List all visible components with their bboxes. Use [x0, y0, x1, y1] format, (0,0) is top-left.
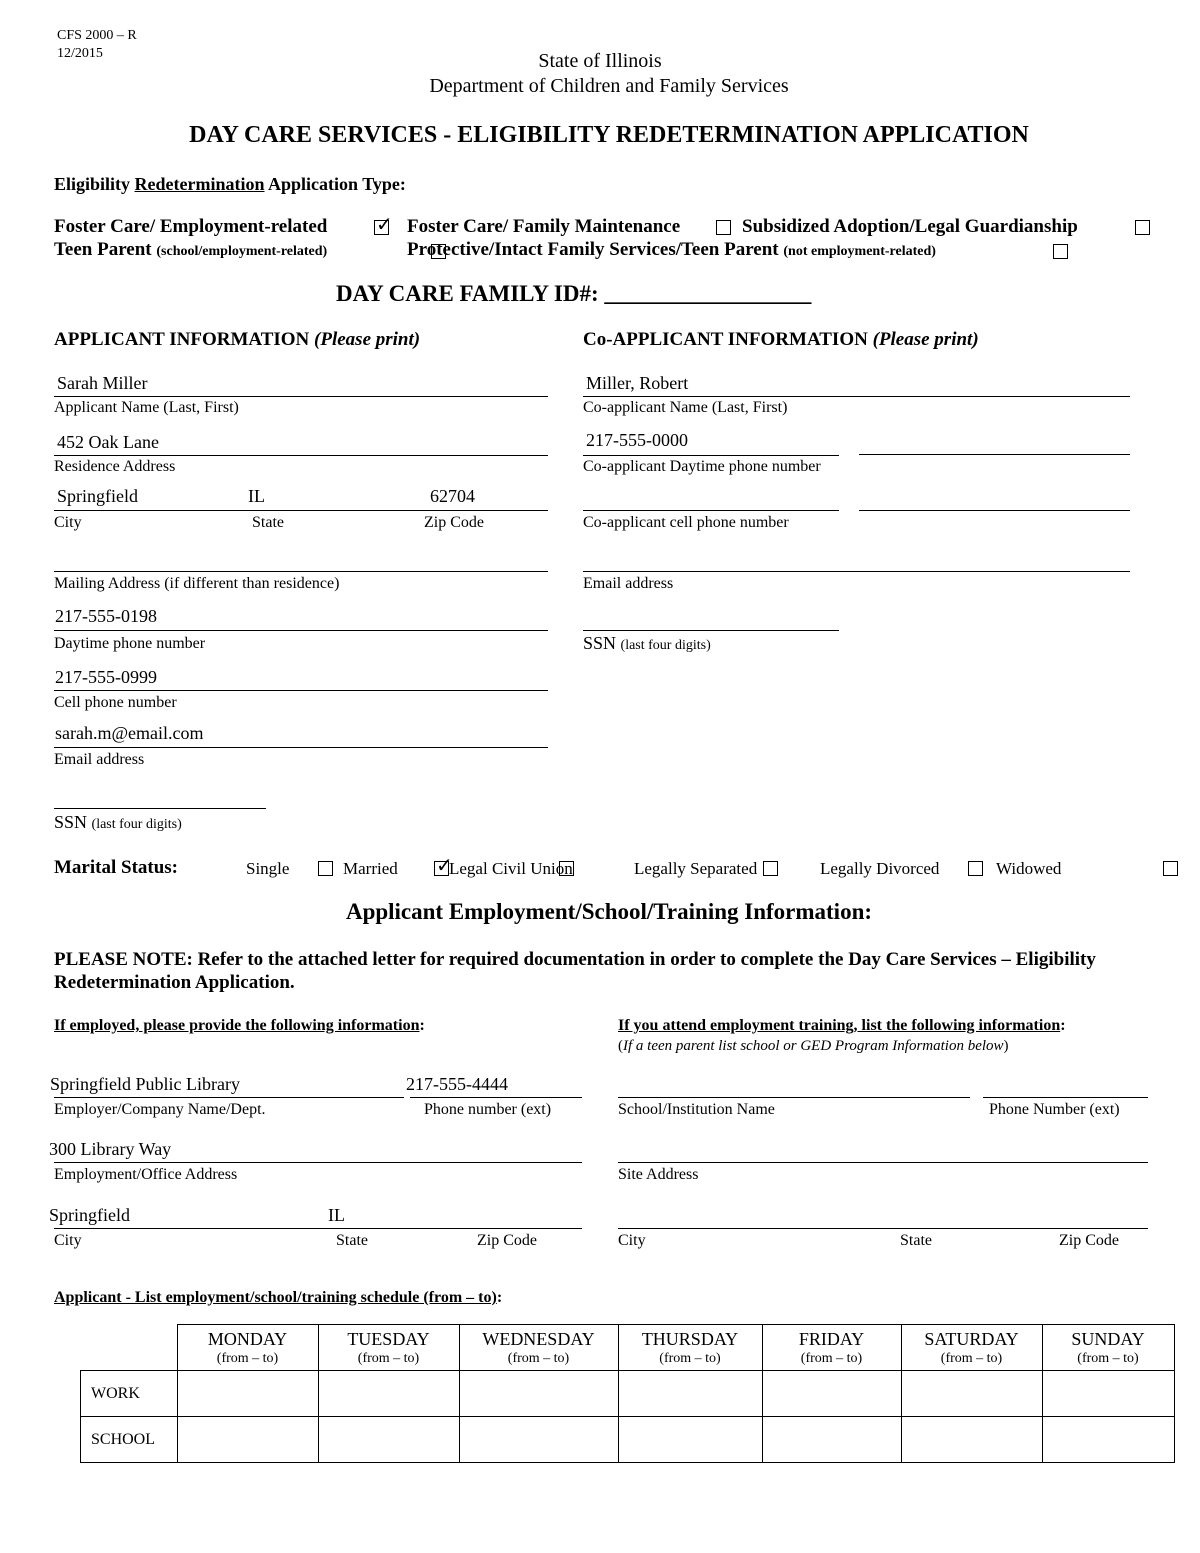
coapplicant-day-phone-value[interactable]: 217-555-0000 [586, 430, 688, 450]
coapplicant-cell-phone-ext-line [859, 510, 1130, 511]
coapplicant-email-line [583, 571, 1130, 572]
applicant-heading-text: APPLICANT INFORMATION [54, 329, 310, 350]
school-name-label: School/Institution Name [618, 1101, 775, 1118]
day-label: TUESDAY [347, 1329, 430, 1349]
schedule-day-header [177, 1325, 318, 1371]
applicant-heading-note: (Please print) [314, 329, 421, 350]
schedule-cell[interactable] [901, 1417, 1042, 1463]
coapplicant-ssn-label [583, 633, 711, 654]
employer-name-value[interactable]: Springfield Public Library [50, 1074, 240, 1094]
applicant-city-line [54, 510, 548, 511]
please-note: PLEASE NOTE: Refer to the attached letter for required documentation in order to complete the Day Care Services – Eligibility Redetermination Application. [54, 949, 1096, 993]
coapplicant-heading-text: Co-APPLICANT INFORMATION [583, 329, 868, 350]
training-subnote: (If a teen parent list school or GED Program Information below) [618, 1038, 1009, 1054]
day-label: SUNDAY [1071, 1329, 1145, 1349]
schedule-day-header [762, 1325, 901, 1371]
schedule-cell[interactable] [618, 1371, 762, 1417]
applicant-address-value[interactable]: 452 Oak Lane [57, 432, 159, 452]
applicant-city-value[interactable]: Springfield [57, 486, 138, 506]
marital-divorced-checkbox[interactable] [968, 861, 983, 876]
family-id-label: DAY CARE FAMILY ID#: __________________ [336, 281, 812, 306]
schedule-day-header [618, 1325, 762, 1371]
app-type-option-foster-employment: Foster Care/ Employment-related [54, 216, 328, 237]
app-type-suffix: Application Type: [268, 174, 406, 194]
schedule-day-header [1042, 1325, 1174, 1371]
app-type-prefix: Eligibility [54, 174, 131, 194]
employer-name-line [54, 1097, 404, 1098]
employer-state-value[interactable]: IL [328, 1205, 345, 1225]
employment-heading: Applicant Employment/School/Training Information: [345, 899, 873, 924]
marital-status-label: Marital Status: [54, 857, 179, 878]
coapplicant-name-label: Co-applicant Name (Last, First) [583, 399, 788, 416]
marital-separated-label: Legally Separated [634, 859, 758, 878]
marital-separated-checkbox[interactable] [763, 861, 778, 876]
employer-zip-label: Zip Code [477, 1232, 537, 1249]
protective-label: Protective/Intact Family Services/Teen Parent [407, 239, 779, 260]
day-label: THURSDAY [641, 1329, 739, 1349]
day-label: FRIDAY [798, 1329, 865, 1349]
site-address-label: Site Address [618, 1166, 699, 1183]
foster-maintenance-checkbox[interactable] [716, 220, 731, 235]
applicant-day-phone-line [54, 630, 548, 631]
day-range-label: (from – to) [659, 1351, 721, 1366]
employer-name-label: Employer/Company Name/Dept. [54, 1101, 266, 1118]
coapplicant-heading-note: (Please print) [872, 329, 979, 350]
applicant-cell-phone-line [54, 690, 548, 691]
schedule-work-row [81, 1371, 1175, 1417]
day-range-label: (from – to) [940, 1351, 1003, 1366]
training-heading-colon: : [1060, 1017, 1066, 1034]
adoption-checkbox[interactable] [1135, 220, 1150, 235]
applicant-zip-value[interactable]: 62704 [430, 486, 475, 506]
training-subnote-text: If a teen parent list school or GED Program Information below [623, 1038, 1004, 1054]
training-city-line [618, 1228, 1148, 1229]
foster-employment-checkbox[interactable] [374, 220, 389, 235]
applicant-ssn-line [54, 808, 266, 809]
applicant-address-label: Residence Address [54, 458, 176, 475]
schedule-row-label-school: SCHOOL [81, 1417, 178, 1463]
marital-divorced-label: Legally Divorced [820, 859, 940, 878]
schedule-cell[interactable] [459, 1371, 618, 1417]
form-title: DAY CARE SERVICES - ELIGIBILITY REDETERMINATION APPLICATION [189, 122, 1029, 148]
applicant-city-label: City [54, 514, 82, 531]
protective-note: (not employment-related) [783, 244, 936, 259]
marital-single-label: Single [246, 859, 290, 878]
schedule-heading-colon: : [496, 1289, 503, 1306]
applicant-heading [54, 329, 420, 351]
day-label: WEDNESDAY [482, 1329, 595, 1349]
schedule-cell[interactable] [459, 1417, 618, 1463]
applicant-day-phone-label: Daytime phone number [54, 635, 206, 652]
employer-city-label: City [54, 1232, 82, 1249]
app-type-label [54, 174, 406, 195]
schedule-row-label-work: WORK [81, 1371, 178, 1417]
schedule-day-header [901, 1325, 1042, 1371]
app-type-option-teen-parent [54, 239, 327, 261]
schedule-school-row [81, 1417, 1175, 1463]
training-heading-text: If you attend employment training, list the following information [618, 1017, 1061, 1034]
day-range-label: (from – to) [216, 1351, 279, 1366]
applicant-mailing-label: Mailing Address (if different than residence) [54, 575, 340, 592]
employed-heading-text: If employed, please provide the following information [54, 1017, 420, 1034]
coapplicant-name-line [583, 396, 1130, 397]
coapplicant-day-phone-ext-line [859, 454, 1130, 455]
schedule-day-header [318, 1325, 459, 1371]
coapplicant-ssn-line [583, 630, 839, 631]
coapplicant-cell-phone-label: Co-applicant cell phone number [583, 514, 789, 531]
department-header: Department of Children and Family Services [429, 75, 789, 97]
applicant-day-phone-value[interactable]: 217-555-0198 [55, 606, 157, 626]
schedule-header-row [81, 1325, 1175, 1371]
applicant-email-label: Email address [54, 751, 145, 768]
applicant-ssn-label [54, 812, 182, 833]
applicant-ssn-label-text: SSN [54, 812, 88, 832]
form-number: CFS 2000 – R [57, 28, 137, 43]
applicant-zip-label: Zip Code [424, 514, 484, 531]
coapplicant-heading [583, 329, 979, 351]
schedule-cell[interactable] [618, 1417, 762, 1463]
training-heading [618, 1017, 1066, 1035]
training-state-label: State [900, 1232, 932, 1249]
employer-phone-label: Phone number (ext) [424, 1101, 552, 1118]
employer-city-value[interactable]: Springfield [49, 1205, 130, 1225]
day-range-label: (from – to) [1077, 1351, 1139, 1366]
schedule-cell[interactable] [762, 1417, 901, 1463]
marital-single-checkbox[interactable] [318, 861, 333, 876]
coapplicant-cell-phone-line [583, 510, 839, 511]
applicant-name-value[interactable]: Sarah Miller [57, 373, 148, 393]
employer-city-line [54, 1228, 582, 1229]
marital-widowed-label: Widowed [996, 859, 1062, 878]
marital-married-label: Married [343, 859, 398, 878]
training-zip-label: Zip Code [1059, 1232, 1119, 1249]
applicant-address-line [54, 455, 548, 456]
employer-phone-value[interactable]: 217-555-4444 [406, 1074, 508, 1094]
applicant-state-label: State [252, 514, 284, 531]
schedule-table [80, 1324, 1175, 1463]
schedule-cell[interactable] [177, 1417, 318, 1463]
applicant-email-value[interactable]: sarah.m@email.com [55, 723, 204, 743]
employed-heading-colon: : [419, 1017, 425, 1034]
applicant-name-line [54, 396, 548, 397]
teen-parent-label: Teen Parent [54, 239, 152, 260]
applicant-state-value[interactable]: IL [248, 486, 265, 506]
schedule-heading-text: Applicant - List employment/school/training schedule (from – to) [54, 1289, 497, 1306]
protective-checkbox[interactable] [1053, 244, 1068, 259]
app-type-option-foster-maintenance: Foster Care/ Family Maintenance [407, 216, 681, 237]
day-label: MONDAY [207, 1329, 288, 1349]
schedule-corner-cell [81, 1325, 178, 1371]
employer-address-label: Employment/Office Address [54, 1166, 238, 1183]
coapplicant-ssn-note: (last four digits) [620, 638, 711, 653]
state-header: State of Illinois [538, 50, 662, 72]
schedule-cell[interactable] [177, 1371, 318, 1417]
employer-address-line [54, 1162, 582, 1163]
teen-parent-note: (school/employment-related) [156, 244, 328, 259]
coapplicant-day-phone-label: Co-applicant Daytime phone number [583, 458, 821, 475]
coapplicant-ssn-label-text: SSN [583, 633, 617, 653]
applicant-cell-phone-label: Cell phone number [54, 694, 177, 711]
school-name-line [618, 1097, 970, 1098]
app-type-underlined: Redetermination [134, 174, 265, 194]
app-type-option-adoption: Subsidized Adoption/Legal Guardianship [742, 216, 1078, 237]
day-range-label: (from – to) [507, 1351, 570, 1366]
employed-heading [54, 1017, 425, 1035]
school-phone-label: Phone Number (ext) [989, 1101, 1120, 1118]
schedule-cell[interactable] [318, 1417, 459, 1463]
applicant-email-line [54, 747, 548, 748]
schedule-cell[interactable] [762, 1371, 901, 1417]
form-date: 12/2015 [57, 46, 103, 61]
applicant-mailing-line [54, 571, 548, 572]
schedule-cell[interactable] [318, 1371, 459, 1417]
coapplicant-day-phone-line [583, 455, 839, 456]
schedule-heading [54, 1289, 502, 1307]
day-range-label: (from – to) [357, 1351, 420, 1366]
applicant-ssn-note: (last four digits) [91, 817, 182, 832]
app-type-option-protective [407, 239, 936, 261]
schedule-cell[interactable] [1042, 1371, 1174, 1417]
coapplicant-name-value[interactable]: Miller, Robert [586, 373, 689, 393]
schedule-cell[interactable] [901, 1371, 1042, 1417]
schedule-cell[interactable] [1042, 1417, 1174, 1463]
schedule-day-header [459, 1325, 618, 1371]
employer-phone-line [410, 1097, 582, 1098]
applicant-cell-phone-value[interactable]: 217-555-0999 [55, 667, 157, 687]
day-range-label: (from – to) [800, 1351, 863, 1366]
training-city-label: City [618, 1232, 646, 1249]
marital-civil-union-label: Legal Civil Union [449, 859, 573, 878]
coapplicant-email-label: Email address [583, 575, 674, 592]
employer-address-value[interactable]: 300 Library Way [49, 1139, 172, 1159]
applicant-name-label: Applicant Name (Last, First) [54, 399, 239, 416]
site-address-line [618, 1162, 1148, 1163]
school-phone-line [983, 1097, 1148, 1098]
marital-married-checkbox[interactable] [434, 861, 449, 876]
marital-widowed-checkbox[interactable] [1163, 861, 1178, 876]
employer-state-label: State [336, 1232, 368, 1249]
day-label: SATURDAY [924, 1329, 1019, 1349]
